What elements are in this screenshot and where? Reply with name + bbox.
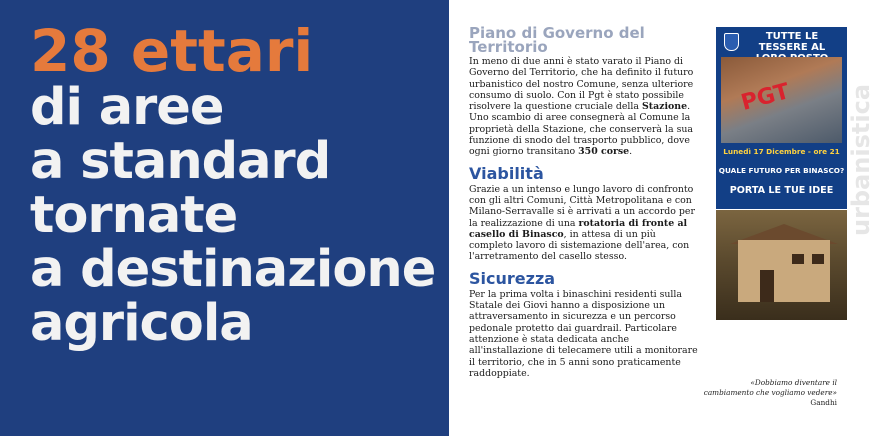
headline-line: agricola — [30, 294, 253, 353]
farmhouse-wall — [738, 240, 830, 302]
section-body-sicurezza — [469, 289, 702, 379]
body-text-span: Per la prima volta i binaschini residenti sulla Statale dei Giovi hanno a disposizione un attraversamento in sicurezza e un percorso pedonale protetto dai guardrail. Particolare attenzione è stata dedicata anche all'installazione di telecamere utili a monitorare il territorio, che in 5 anni sono praticamente raddoppiate. — [469, 288, 698, 379]
headline-line: a destinazione — [30, 240, 436, 299]
body-text-span: Grazie a un intenso e lungo lavoro di confronto con gli altri Comuni, Città Metropolitana e con Milano-Serravalle si è arrivati a un accordo per la realizzazione di una — [469, 183, 695, 229]
quote-block — [700, 378, 837, 408]
headline-line: di aree — [30, 78, 224, 137]
headline — [30, 17, 436, 353]
section-title-pgt: Piano di Governo del Territorio — [469, 24, 645, 56]
article-column — [469, 26, 702, 387]
poster-date: Lunedì 17 Dicembre - ore 21 — [723, 147, 840, 156]
section-title-viabilita: Viabilità — [469, 163, 544, 183]
headline-accent: 28 ettari — [30, 17, 314, 85]
poster-title: TUTTE LE TESSERE AL — [758, 31, 826, 53]
quote-author: Gandhi — [810, 398, 837, 407]
farmhouse-window — [792, 254, 804, 264]
section-body-viabilita — [469, 184, 702, 263]
section-title-sicurezza: Sicurezza — [469, 268, 556, 288]
body-text-span: . — [629, 146, 633, 158]
farmhouse-window — [812, 254, 824, 264]
municipal-seal-icon — [724, 33, 739, 51]
poster-photo — [721, 57, 842, 143]
poster-question: QUALE FUTURO PER BINASCO? — [718, 166, 845, 175]
farmhouse-photo — [716, 210, 847, 320]
body-bold: Stazione — [641, 101, 688, 113]
section-body-pgt — [469, 56, 702, 158]
poster-call-to-action: PORTA LE TUE IDEE — [729, 185, 834, 196]
event-poster — [716, 27, 847, 209]
headline-line: tornate — [30, 186, 238, 245]
body-text-span: . Uno scambio di aree consegnerà al Comune la proprietà della Stazione, che conserverà la sua funzione di snodo del trasporto pubblico, dove ogni giorno transitano — [469, 101, 694, 158]
farmhouse-door — [760, 270, 774, 302]
section-side-label: urbanistica — [847, 83, 875, 236]
body-text-span: , in attesa di un più completo lavoro di sistemazione dell'area, con l'arretramento del casello stesso. — [469, 228, 690, 263]
body-text-span: In meno di due anni è stato varato il Piano di Governo del Territorio, che ha definito il futuro urbanistico del nostro Comune, senza ulteriore consumo di suolo. Con il Pgt è stato possibile risolvere la questione cruciale della — [469, 56, 694, 113]
poster-graffiti: PGT — [738, 79, 793, 116]
headline-line: a standard — [30, 132, 331, 191]
body-bold: rotatoria di fronte al casello di Binasco — [469, 217, 688, 240]
body-bold: 350 corse — [578, 146, 630, 158]
quote-text: «Dobbiamo diventare il cambiamento che vogliamo vedere» — [703, 378, 837, 397]
